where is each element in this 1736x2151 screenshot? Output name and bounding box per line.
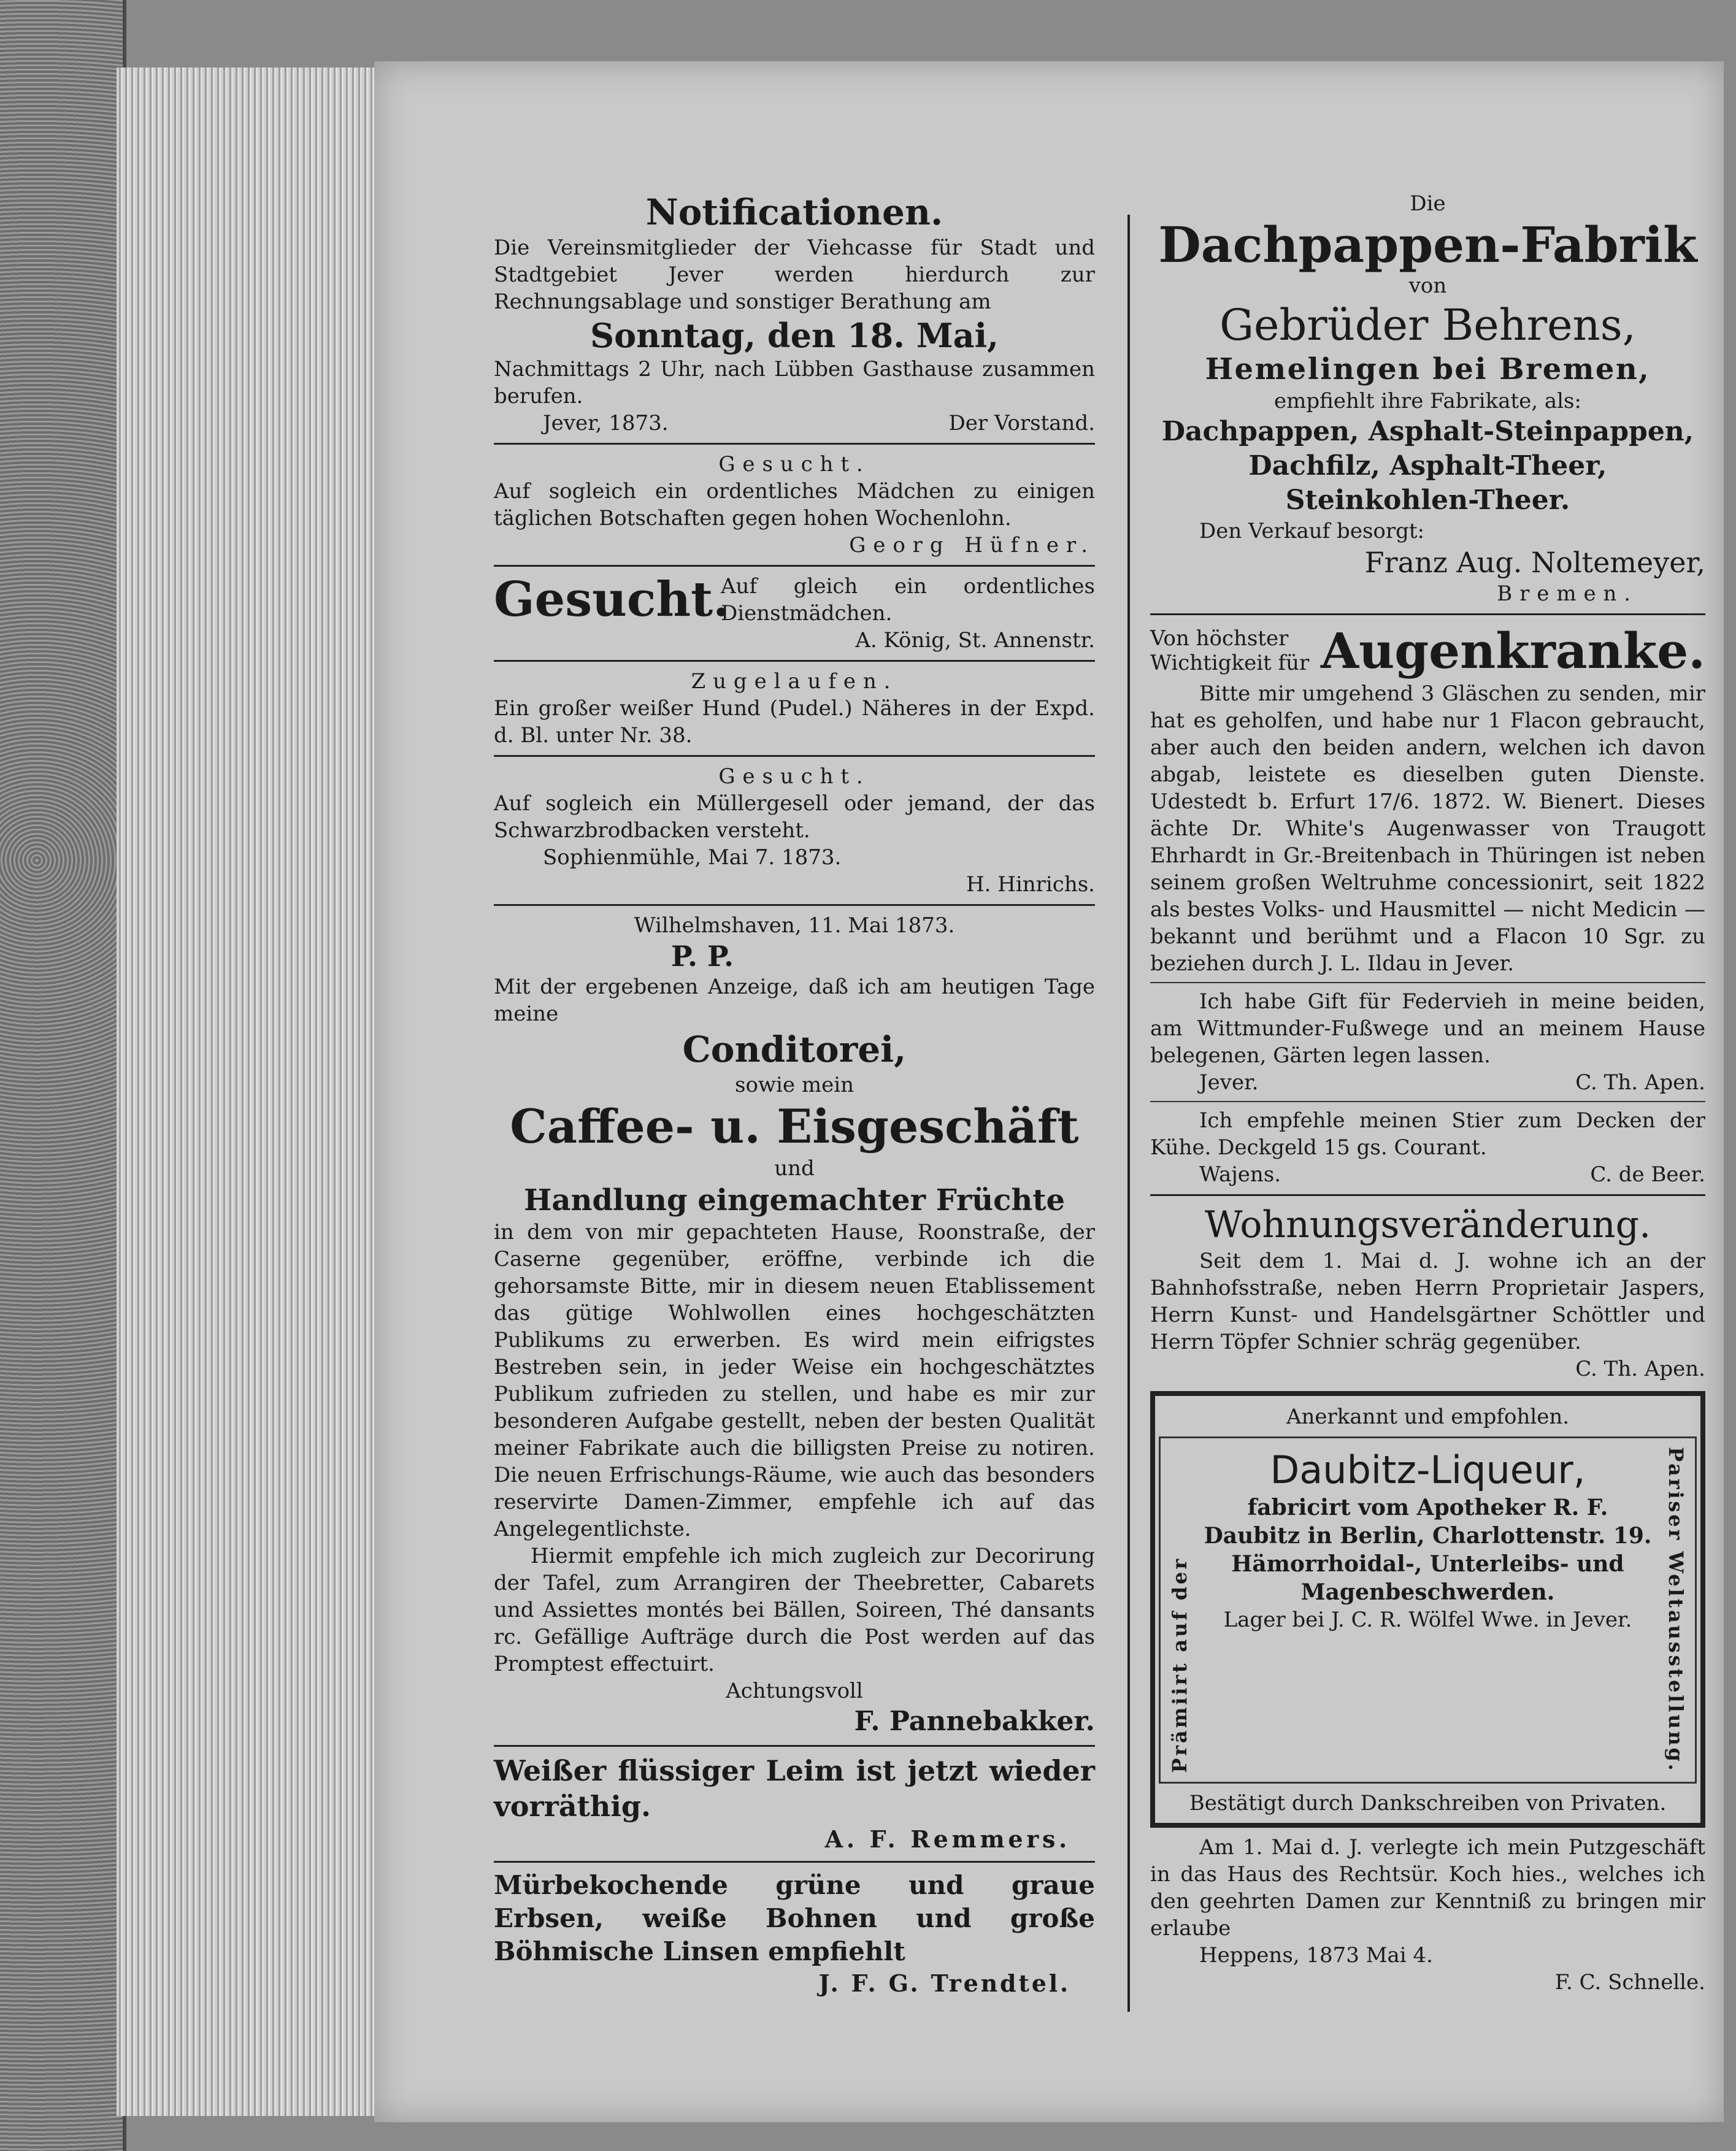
leim-ad (494, 1753, 1095, 1855)
book-cover-edge (0, 0, 126, 2151)
dach-die: Die (1410, 191, 1446, 216)
book-page-edges (117, 67, 380, 2116)
notif-ad (494, 190, 1095, 437)
stier-place: Wajens. (1199, 1162, 1281, 1187)
gesucht2-big: Gesucht. (494, 572, 730, 627)
rule (494, 443, 1095, 445)
dach-agent: Franz Aug. Noltemeyer, (1364, 546, 1705, 579)
cond-und: und (774, 1156, 815, 1181)
wohn-sig: C. Th. Apen. (1575, 1357, 1705, 1381)
rule (494, 565, 1095, 567)
augenkranke-ad (1150, 621, 1705, 977)
cond-sig: F. Pannebakker. (854, 1706, 1095, 1737)
liqueur-inner-box (1159, 1436, 1697, 1784)
cond-sowie: sowie mein (735, 1073, 854, 1097)
right-column (1150, 190, 1705, 1996)
erbsen-sig: J. F. G. Trendtel. (818, 1969, 1070, 1997)
cond-body2: Hiermit empfehle ich mich zugleich zur Decorirung der Tafel, zum Arrangiren der Theebretter, Cabarets und Assiettes montés bei Bällen, Soireen, Thé dansants rc. Gefällige Aufträge durch die Post werden auf das Promptest effectuirt. (494, 1544, 1095, 1676)
leim-body: Weißer flüssiger Leim ist jetzt wieder vorräthig. (494, 1754, 1095, 1823)
cond-h2: Caffee- u. Eisgeschäft (510, 1099, 1079, 1154)
gesucht3-sig: H. Hinrichs. (966, 872, 1095, 897)
notif-place: Jever, 1873. (543, 411, 669, 435)
dach-von: von (1408, 274, 1447, 298)
gesucht3-ad (494, 763, 1095, 898)
dach-city: Bremen. (1497, 581, 1638, 606)
cond-body: in dem von mir gepachteten Hause, Roonstraße, der Caserne gegenüber, eröffne, verbinde ich die gehorsamste Bitte, mir in diesem neuen Etablissement das gütige Wohlwollen eines hochgeschätzten Publikums zu erwerben. Es wird mein eifrigstes Bestreben sein, in jeder Weise ein hochgeschätztes Publikum zufrieden zu stellen, und habe es mir zur besonderen Aufgabe gestellt, neben der besten Qualität meiner Fabrikate auch die billigsten Preise zu notiren. Die neuen Erfrischungs-Räume, wie auch das besonders reservirte Damen-Zimmer, empfehle ich auf das Angelegentlichste. (494, 1220, 1095, 1541)
dach-prod1: Dachpappen, Asphalt-Steinpappen, (1161, 416, 1694, 447)
cond-h3: Handlung eingemachter Früchte (524, 1183, 1065, 1217)
stier-sig: C. de Beer. (1590, 1162, 1705, 1187)
leim-sig: A. F. Remmers. (824, 1825, 1070, 1853)
liq-right: Pariser Weltausstellung. (1664, 1447, 1688, 1773)
putz-body: Am 1. Mai d. J. verlegte ich mein Putzgeschäft in das Haus des Rechtsür. Koch hies., welches ich den geehrten Damen zur Kenntniß zu bringen mir erlaube (1150, 1835, 1705, 1941)
liq-left: Prämiirt auf der (1168, 1557, 1191, 1773)
gift-place: Jever. (1199, 1070, 1259, 1095)
erbsen-ad (494, 1869, 1095, 1999)
gesucht3-body: Auf sogleich ein Müllergesell oder jemand, der das Schwarzbrodbacken versteht. (494, 791, 1095, 843)
liq-bottom: Bestätigt durch Dankschreiben von Privaten. (1189, 1790, 1667, 1816)
newspaper-page (374, 61, 1724, 2122)
rule (494, 660, 1095, 662)
zugelaufen-body: Ein großer weißer Hund (Pudel.) Näheres in der Expd. d. Bl. unter Nr. 38. (494, 696, 1095, 748)
notif-sig: Der Vorstand. (948, 411, 1095, 435)
liqueur-ad (1150, 1391, 1705, 1828)
dach-loc: Hemelingen bei Bremen, (1205, 352, 1651, 386)
gesucht2-body: Auf gleich ein ordentliches Dienstmädchen. (721, 574, 1095, 626)
column-divider (1127, 215, 1130, 2012)
gesucht1-head: Gesucht. (718, 452, 870, 477)
rule (1150, 982, 1705, 983)
conditorei-ad (494, 912, 1095, 1739)
liq-use: Hämorrhoidal-, Unterleibs- und Magenbeschwerden. (1231, 1551, 1624, 1605)
dach-firm: Gebrüder Behrens, (1219, 300, 1636, 350)
dach-title: Dachpappen-Fabrik (1158, 216, 1697, 274)
liq-body: fabricirt vom Apotheker R. F. Daubitz in Berlin, Charlottenstr. 19. (1204, 1495, 1652, 1549)
rule (1150, 1194, 1705, 1196)
gift-ad (1150, 988, 1705, 1096)
gift-sig: C. Th. Apen. (1575, 1070, 1705, 1095)
rule (1150, 1101, 1705, 1102)
gesucht2-ad (494, 573, 1095, 654)
zugelaufen-head: Zugelaufen. (691, 669, 898, 694)
wohnung-ad (1150, 1202, 1705, 1382)
putz-ad (1150, 1834, 1705, 1996)
rule (494, 904, 1095, 906)
wohn-title: Wohnungsveränderung. (1204, 1203, 1651, 1246)
liq-top: Anerkannt und empfohlen. (1286, 1405, 1570, 1429)
rule (494, 1861, 1095, 1863)
liq-lager: Lager bei J. C. R. Wölfel Wwe. in Jever. (1223, 1608, 1632, 1632)
dach-emp: empfiehlt ihre Fabrikate, als: (1274, 389, 1581, 413)
notif-body2: Nachmittags 2 Uhr, nach Lübben Gasthause zusammen berufen. (494, 357, 1095, 408)
stier-ad (1150, 1107, 1705, 1188)
rule (494, 1745, 1095, 1747)
gesucht1-body: Auf sogleich ein ordentliches Mädchen zu einigen täglichen Botschaften gegen hohen Wochenlohn. (494, 479, 1095, 531)
notif-title: Notificationen. (645, 191, 943, 233)
rule (1150, 613, 1705, 615)
dach-prod2: Dachfilz, Asphalt-Theer, (1248, 450, 1607, 481)
auge-pre: Von höchster Wichtigkeit für (1150, 626, 1310, 675)
liq-title: Daubitz-Liqueur, (1270, 1447, 1586, 1492)
auge-title: Augenkranke. (1321, 622, 1705, 680)
wohn-body: Seit dem 1. Mai d. J. wohne ich an der Bahnhofsstraße, neben Herrn Proprietair Jaspers, Herrn Kunst- und Handelsgärtner Schöttler und Herrn Töpfer Schnier schräg gegenüber. (1150, 1249, 1705, 1354)
notif-date: Sonntag, den 18. Mai, (590, 316, 999, 355)
gesucht2-sig: A. König, St. Annenstr. (855, 628, 1095, 653)
gift-body: Ich habe Gift für Federvieh in meine beiden, am Wittmunder-Fußwege und an meinem Hause belegenen, Gärten legen lassen. (1150, 989, 1705, 1068)
stier-body: Ich empfehle meinen Stier zum Decken der Kühe. Deckgeld 15 gs. Courant. (1150, 1108, 1705, 1160)
left-column (494, 190, 1095, 1999)
putz-place: Heppens, 1873 Mai 4. (1199, 1942, 1433, 1968)
gesucht3-head: Gesucht. (718, 764, 870, 789)
cond-place: Wilhelmshaven, 11. Mai 1873. (634, 913, 955, 938)
erbsen-body: Mürbekochende grüne und graue Erbsen, weiße Bohnen und große Böhmische Linsen empfiehlt (494, 1870, 1095, 1966)
zugelaufen-ad (494, 668, 1095, 749)
gesucht1-sig: Georg Hüfner. (849, 533, 1095, 558)
dach-prod3: Steinkohlen-Theer. (1285, 485, 1570, 516)
cond-pp: P. P. (671, 940, 734, 973)
gesucht3-place: Sophienmühle, Mai 7. 1873. (543, 845, 842, 870)
cond-intro: Mit der ergebenen Anzeige, daß ich am heutigen Tage meine (494, 975, 1095, 1026)
gesucht1-ad (494, 451, 1095, 559)
notif-body1: Die Vereinsmitglieder der Viehcasse für Stadt und Stadtgebiet Jever werden hierdurch zur Rechnungsablage und sonstiger Berathung am (494, 236, 1095, 314)
auge-body: Bitte mir umgehend 3 Gläschen zu senden, mir hat es geholfen, und habe nur 1 Flacon gebraucht, aber auch den beiden andern, welchen ich davon abgab, leistete es dieselben guten Dienste. Udestedt b. Erfurt 17/6. 1872. W. Bienert. Dieses ächte Dr. White's Augenwasser von Traugott Ehrhardt in Gr.-Breitenbach in Thüringen ist neben seinem großen Weltruhme concessionirt, seit 1822 als bestes Volks- und Hausmittel — nicht Medicin — bekannt und berühmt und a Flacon 10 Sgr. zu beziehen durch J. L. Ildau in Jever. (1150, 681, 1705, 976)
cond-h1: Conditorei, (682, 1029, 907, 1070)
dachpappen-ad (1150, 190, 1705, 607)
rule (494, 755, 1095, 757)
dach-verk: Den Verkauf besorgt: (1199, 519, 1424, 543)
cond-close: Achtungsvoll (726, 1679, 863, 1703)
notif-footer (494, 410, 1095, 437)
putz-sig: F. C. Schnelle. (1554, 1969, 1705, 1995)
